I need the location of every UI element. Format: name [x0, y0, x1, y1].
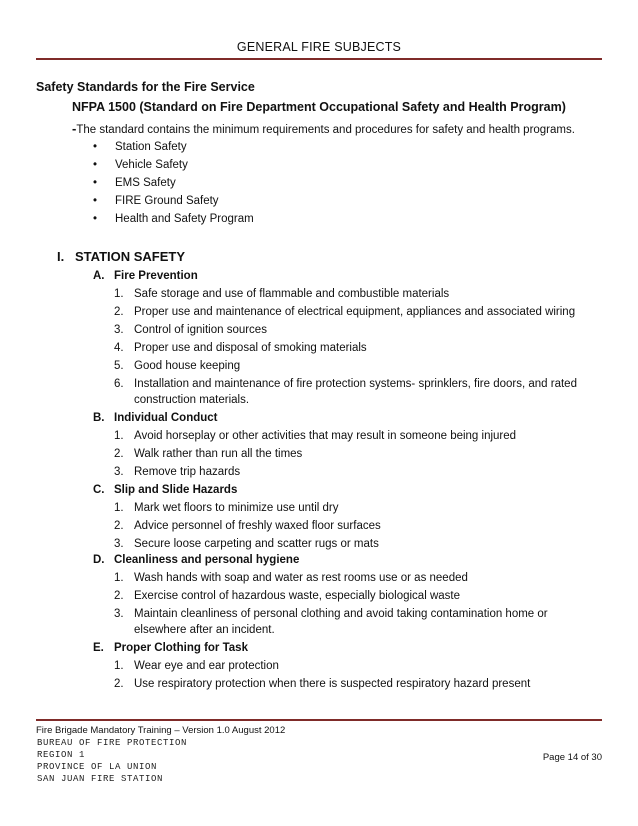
list-item: 1. Wash hands with soap and water as rest rooms use or as needed: [114, 572, 468, 584]
list-item: 1. Avoid horseplay or other activities that may result in someone being injured: [114, 430, 517, 442]
list-item: 3. Control of ignition sources: [114, 324, 267, 336]
list-item: 1. Mark wet floors to minimize use until dry: [114, 502, 339, 514]
section-title: STATION SAFETY: [75, 249, 186, 264]
subsection-title: Fire Prevention: [114, 270, 198, 282]
list-item: 2. Advice personnel of freshly waxed floor surfaces: [114, 520, 381, 532]
subsection-heading: [93, 483, 237, 497]
footer-divider: [36, 719, 602, 721]
list-item: 2. Use respiratory protection when there is suspected respiratory hazard present: [114, 678, 531, 690]
list-item: 3. Remove trip hazards: [114, 466, 241, 478]
list-item-continuation: elsewhere after an incident.: [134, 624, 275, 636]
list-item: 6. Installation and maintenance of fire protection systems- sprinklers, fire doors, and rated: [114, 378, 577, 390]
footer-stamp-line: PROVINCE OF LA UNION: [37, 762, 158, 772]
subsection-heading: [93, 641, 248, 655]
list-item: 3. Secure loose carpeting and scatter rugs or mats: [114, 538, 379, 550]
bullet-text: Health and Safety Program: [115, 213, 254, 225]
intro-dash: -: [72, 121, 77, 136]
footer-training-note: Fire Brigade Mandatory Training – Version 1.0 August 2012: [36, 725, 286, 736]
bullet-text: Station Safety: [115, 141, 187, 153]
list-item: 2. Walk rather than run all the times: [114, 448, 303, 460]
intro-bullet: [93, 212, 254, 226]
list-item: 1. Wear eye and ear protection: [114, 660, 279, 672]
section-numeral: I.: [57, 249, 65, 264]
footer-stamp-line: SAN JUAN FIRE STATION: [37, 774, 164, 784]
bullet-icon: •: [93, 141, 98, 153]
subsection-title: Slip and Slide Hazards: [114, 484, 238, 496]
list-item-continuation: construction materials.: [134, 394, 250, 406]
subsection-letter: B.: [93, 412, 105, 424]
bullet-text: Vehicle Safety: [115, 159, 188, 171]
intro-description: The standard contains the minimum requirements and procedures for safety and health programs.: [76, 124, 575, 136]
intro-bullet: [93, 176, 176, 190]
header-divider: [36, 58, 602, 60]
bullet-icon: •: [93, 195, 98, 207]
subsection-title: Individual Conduct: [114, 412, 218, 424]
subsection-letter: D.: [93, 554, 105, 566]
footer-stamp-line: REGION 1: [37, 750, 86, 760]
page-number: Page 14 of 30: [542, 752, 602, 763]
section-heading: [57, 250, 185, 264]
subsection-letter: A.: [93, 270, 105, 282]
intro-bullet: [93, 194, 219, 208]
list-item: 5. Good house keeping: [114, 360, 241, 372]
bullet-text: FIRE Ground Safety: [115, 195, 219, 207]
subsection-title: Cleanliness and personal hygiene: [114, 554, 300, 566]
intro-description-line: [72, 122, 575, 137]
list-item: 2. Exercise control of hazardous waste, especially biological waste: [114, 590, 460, 602]
intro-bullet: [93, 140, 187, 154]
list-item: 1. Safe storage and use of flammable and combustible materials: [114, 288, 450, 300]
subsection-letter: C.: [93, 484, 105, 496]
bullet-icon: •: [93, 177, 98, 189]
bullet-icon: •: [93, 213, 98, 225]
list-item: 3. Maintain cleanliness of personal clothing and avoid taking contamination home or: [114, 608, 548, 620]
bullet-icon: •: [93, 159, 98, 171]
bullet-text: EMS Safety: [115, 177, 176, 189]
subsection-heading: [93, 411, 218, 425]
subsection-letter: E.: [93, 642, 104, 654]
intro-subheading: NFPA 1500 (Standard on Fire Department Occupational Safety and Health Program): [72, 100, 566, 114]
subsection-title: Proper Clothing for Task: [114, 642, 248, 654]
intro-bullet: [93, 158, 188, 172]
page-header-title: GENERAL FIRE SUBJECTS: [236, 40, 402, 54]
subsection-heading: [93, 553, 299, 567]
footer-stamp-line: BUREAU OF FIRE PROTECTION: [37, 738, 188, 748]
intro-heading: Safety Standards for the Fire Service: [36, 80, 255, 94]
list-item: 2. Proper use and maintenance of electrical equipment, appliances and associated wiring: [114, 306, 576, 318]
subsection-heading: [93, 269, 198, 283]
list-item: 4. Proper use and disposal of smoking materials: [114, 342, 367, 354]
